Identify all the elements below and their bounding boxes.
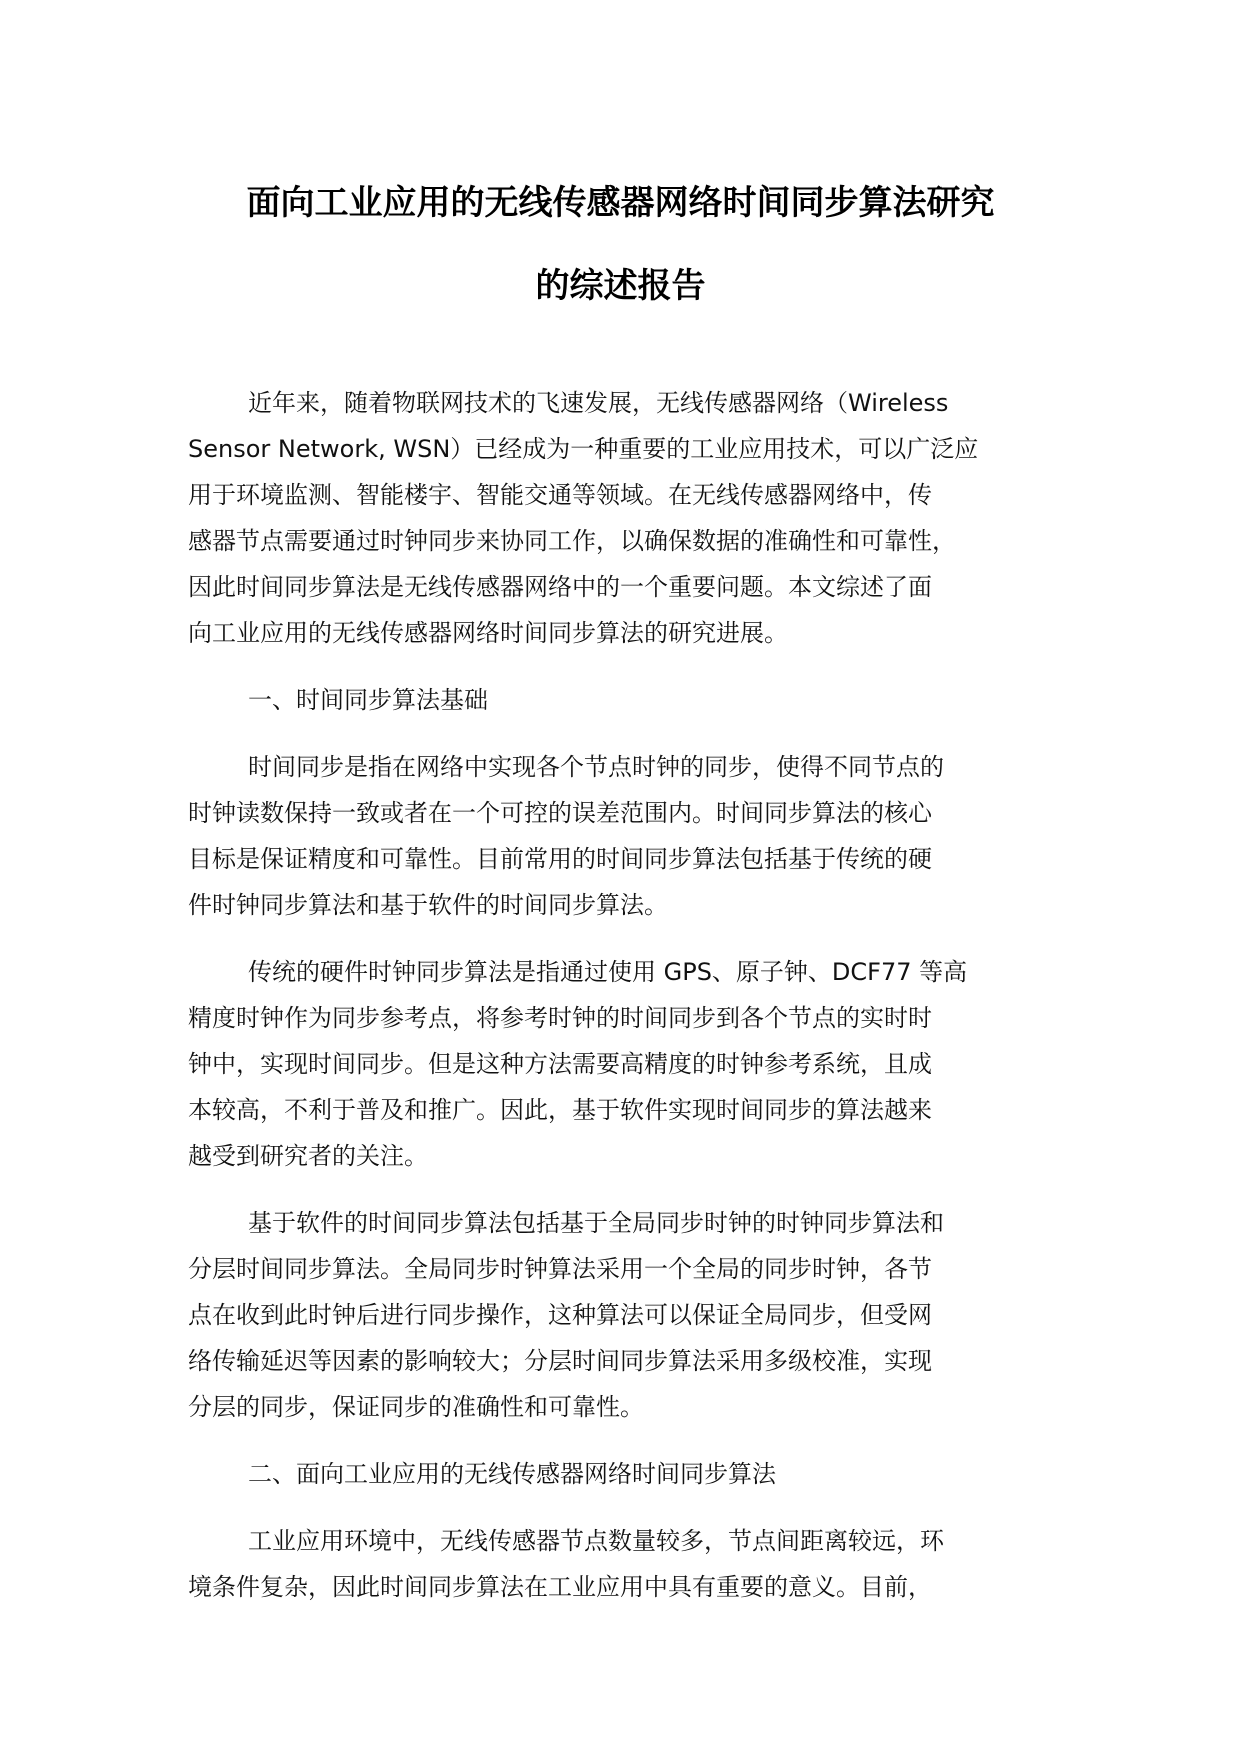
paragraph bbox=[188, 1200, 1088, 1430]
text-line: 向工业应用的无线传感器网络时间同步算法的研究进展。 bbox=[188, 619, 788, 647]
text-line: 时间同步是指在网络中实现各个节点时钟的同步，使得不同节点的 bbox=[248, 753, 944, 781]
section-heading-1: 一、时间同步算法基础 bbox=[248, 686, 488, 714]
text-line: 时钟读数保持一致或者在一个可控的误差范围内。时间同步算法的核心 bbox=[188, 799, 932, 827]
document-title-line-1: 面向工业应用的无线传感器网络时间同步算法研究 bbox=[246, 183, 995, 223]
text-line: Sensor Network, WSN）已经成为一种重要的工业应用技术，可以广泛应 bbox=[188, 435, 979, 463]
text-line: 越受到研究者的关注。 bbox=[188, 1142, 428, 1170]
text-line: 目标是保证精度和可靠性。目前常用的时间同步算法包括基于传统的硬 bbox=[188, 845, 932, 873]
text-line: 基于软件的时间同步算法包括基于全局同步时钟的时钟同步算法和 bbox=[248, 1209, 944, 1237]
text-line: 分层的同步，保证同步的准确性和可靠性。 bbox=[188, 1393, 644, 1421]
paragraph bbox=[188, 1518, 1088, 1610]
text-line: 点在收到此时钟后进行同步操作，这种算法可以保证全局同步，但受网 bbox=[188, 1301, 932, 1329]
text-line: 络传输延迟等因素的影响较大；分层时间同步算法采用多级校准，实现 bbox=[188, 1347, 932, 1375]
text-line: 精度时钟作为同步参考点，将参考时钟的时间同步到各个节点的实时时 bbox=[188, 1004, 932, 1032]
text-line: 分层时间同步算法。全局同步时钟算法采用一个全局的同步时钟，各节 bbox=[188, 1255, 932, 1283]
text-line: 件时钟同步算法和基于软件的时间同步算法。 bbox=[188, 891, 668, 919]
text-line: 工业应用环境中，无线传感器节点数量较多，节点间距离较远，环 bbox=[248, 1527, 944, 1555]
text-line: 传统的硬件时钟同步算法是指通过使用 GPS、原子钟、DCF77 等高 bbox=[248, 958, 968, 986]
paragraph bbox=[188, 744, 1088, 928]
text-line: 境条件复杂，因此时间同步算法在工业应用中具有重要的意义。目前， bbox=[188, 1573, 932, 1601]
text-line: 用于环境监测、智能楼宇、智能交通等领域。在无线传感器网络中，传 bbox=[188, 481, 932, 509]
text-line: 本较高，不利于普及和推广。因此，基于软件实现时间同步的算法越来 bbox=[188, 1096, 932, 1124]
intro-paragraph bbox=[188, 380, 1088, 656]
document-body bbox=[188, 380, 1088, 1631]
section-heading-2: 二、面向工业应用的无线传感器网络时间同步算法 bbox=[248, 1460, 776, 1488]
paragraph bbox=[188, 949, 1088, 1179]
text-line: 钟中，实现时间同步。但是这种方法需要高精度的时钟参考系统，且成 bbox=[188, 1050, 932, 1078]
text-line: 感器节点需要通过时钟同步来协同工作，以确保数据的准确性和可靠性， bbox=[188, 527, 956, 555]
text-line: 近年来，随着物联网技术的飞速发展，无线传感器网络（Wireless bbox=[248, 389, 949, 417]
text-line: 因此时间同步算法是无线传感器网络中的一个重要问题。本文综述了面 bbox=[188, 573, 932, 601]
document-title-line-2: 的综述报告 bbox=[535, 266, 706, 306]
